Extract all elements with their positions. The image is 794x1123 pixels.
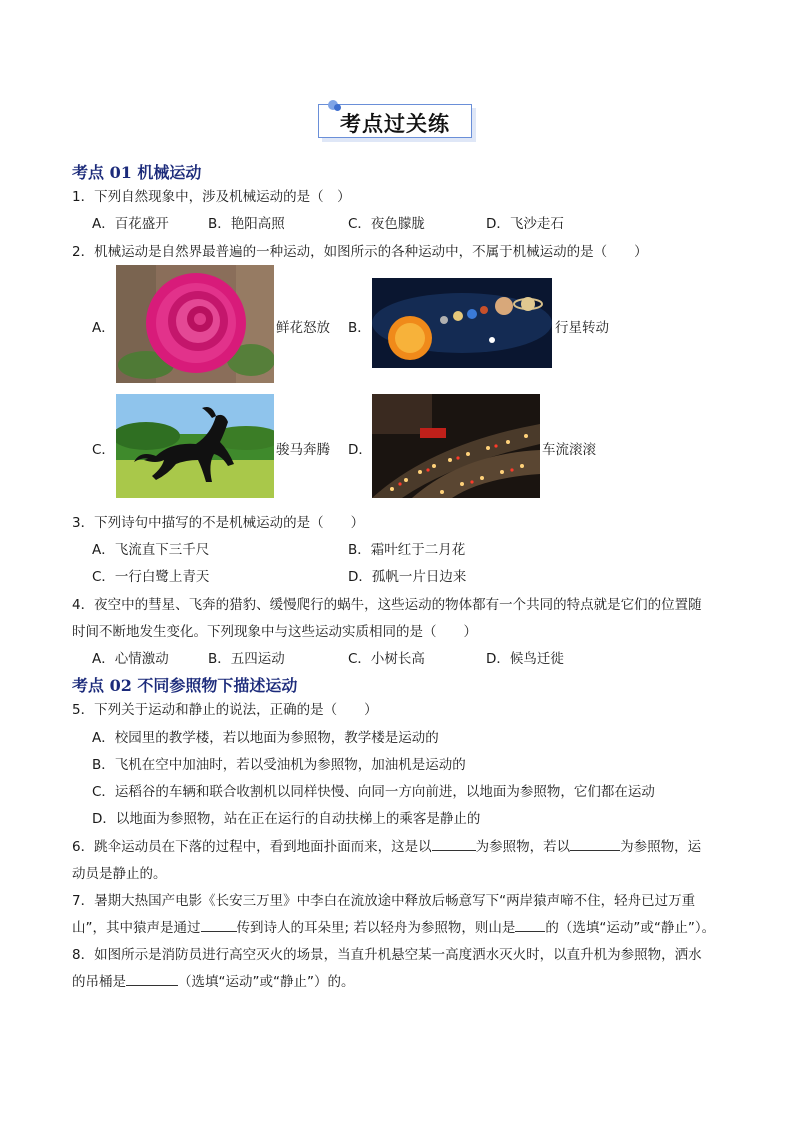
option-caption: 骏马奔腾 <box>276 442 330 458</box>
option: D．飞沙走石 <box>486 216 564 232</box>
question-text: 的吊桶是 <box>72 974 126 990</box>
answer-blank[interactable] <box>126 973 178 986</box>
option: A．飞流直下三千尺 <box>92 542 210 558</box>
option: A．心情激动 <box>92 651 169 667</box>
question-text: 传到诗人的耳朵里; 若以轻舟为参照物，则山是 <box>236 920 516 936</box>
question-stem: 7．暑期大热国产电影《长安三万里》中李白在流放途中释放后畅意写下“两岸猿声啼不住，轻舟已过万重 <box>72 893 696 909</box>
question-stem: 1．下列自然现象中，涉及机械运动的是（ ） <box>72 189 351 205</box>
answer-blank[interactable] <box>570 838 620 851</box>
question-text: 为参照物，运 <box>620 839 702 855</box>
question-stem: 2．机械运动是自然界最普遍的一种运动，如图所示的各种运动中，不属于机械运动的是（ ） <box>72 244 648 260</box>
option-letter: D． <box>348 442 372 458</box>
question-stem: 时间不断地发生变化。下列现象中与这些运动实质相同的是（ ） <box>72 624 477 640</box>
page-title: 考点过关练 <box>340 112 450 136</box>
option: A．百花盛开 <box>92 216 169 232</box>
horse-image <box>116 394 274 498</box>
option: B．五四运动 <box>208 651 285 667</box>
question-stem <box>72 970 354 990</box>
question-text: 的（选填“运动”或“静止”）。 <box>545 920 716 936</box>
rose-image <box>116 265 274 383</box>
option: A．校园里的教学楼，若以地面为参照物，教学楼是运动的 <box>92 730 439 746</box>
option: B．飞机在空中加油时，若以受油机为参照物，加油机是运动的 <box>92 757 466 773</box>
option: C．运稻谷的车辆和联合收割机以同样快慢、向同一方向前进，以地面为参照物，它们都在运动 <box>92 784 655 800</box>
option: C．一行白鹭上青天 <box>92 569 210 585</box>
question-text: （选填“运动”或“静止”）的。 <box>178 974 355 990</box>
answer-blank[interactable] <box>515 919 545 932</box>
question-stem <box>72 835 701 855</box>
question-stem: 动员是静止的。 <box>72 866 167 882</box>
answer-blank[interactable] <box>201 919 237 932</box>
option-letter: A． <box>92 320 115 336</box>
option: D．孤帆一片日边来 <box>348 569 467 585</box>
question-text: 为参照物，若以 <box>475 839 571 855</box>
question-stem: 4．夜空中的彗星、飞奔的猎豹、缓慢爬行的蜗牛，这些运动的物体都有一个共同的特点就是它们的位置随 <box>72 597 702 613</box>
section-heading: 考点 01 机械运动 <box>72 163 202 182</box>
question-stem: 8．如图所示是消防员进行高空灭火的场景，当直升机悬空某一高度洒水灭火时，以直升机为参照物，洒水 <box>72 947 702 963</box>
question-stem <box>72 916 715 936</box>
question-stem: 5．下列关于运动和静止的说法，正确的是（ ） <box>72 702 378 718</box>
section-heading: 考点 02 不同参照物下描述运动 <box>72 676 298 695</box>
option: D．以地面为参照物，站在正在运行的自动扶梯上的乘客是静止的 <box>92 811 481 827</box>
solar-system-image <box>372 278 552 368</box>
question-stem: 3．下列诗句中描写的不是机械运动的是（ ） <box>72 515 365 531</box>
option: B．霜叶红于二月花 <box>348 542 466 558</box>
traffic-image <box>372 394 540 498</box>
option: D．候鸟迁徙 <box>486 651 564 667</box>
option-caption: 行星转动 <box>555 320 609 336</box>
option-letter: C． <box>92 442 115 458</box>
option-caption: 鲜花怒放 <box>276 320 330 336</box>
option: B．艳阳高照 <box>208 216 285 232</box>
option-letter: B． <box>348 320 371 336</box>
option: C．小树长高 <box>348 651 425 667</box>
option: C．夜色朦胧 <box>348 216 425 232</box>
question-text: 山”，其中猿声是通过 <box>72 920 201 936</box>
option-caption: 车流滚滚 <box>542 442 596 458</box>
question-text: 6．跳伞运动员在下落的过程中，看到地面扑面而来，这是以 <box>72 839 432 855</box>
answer-blank[interactable] <box>432 838 476 851</box>
